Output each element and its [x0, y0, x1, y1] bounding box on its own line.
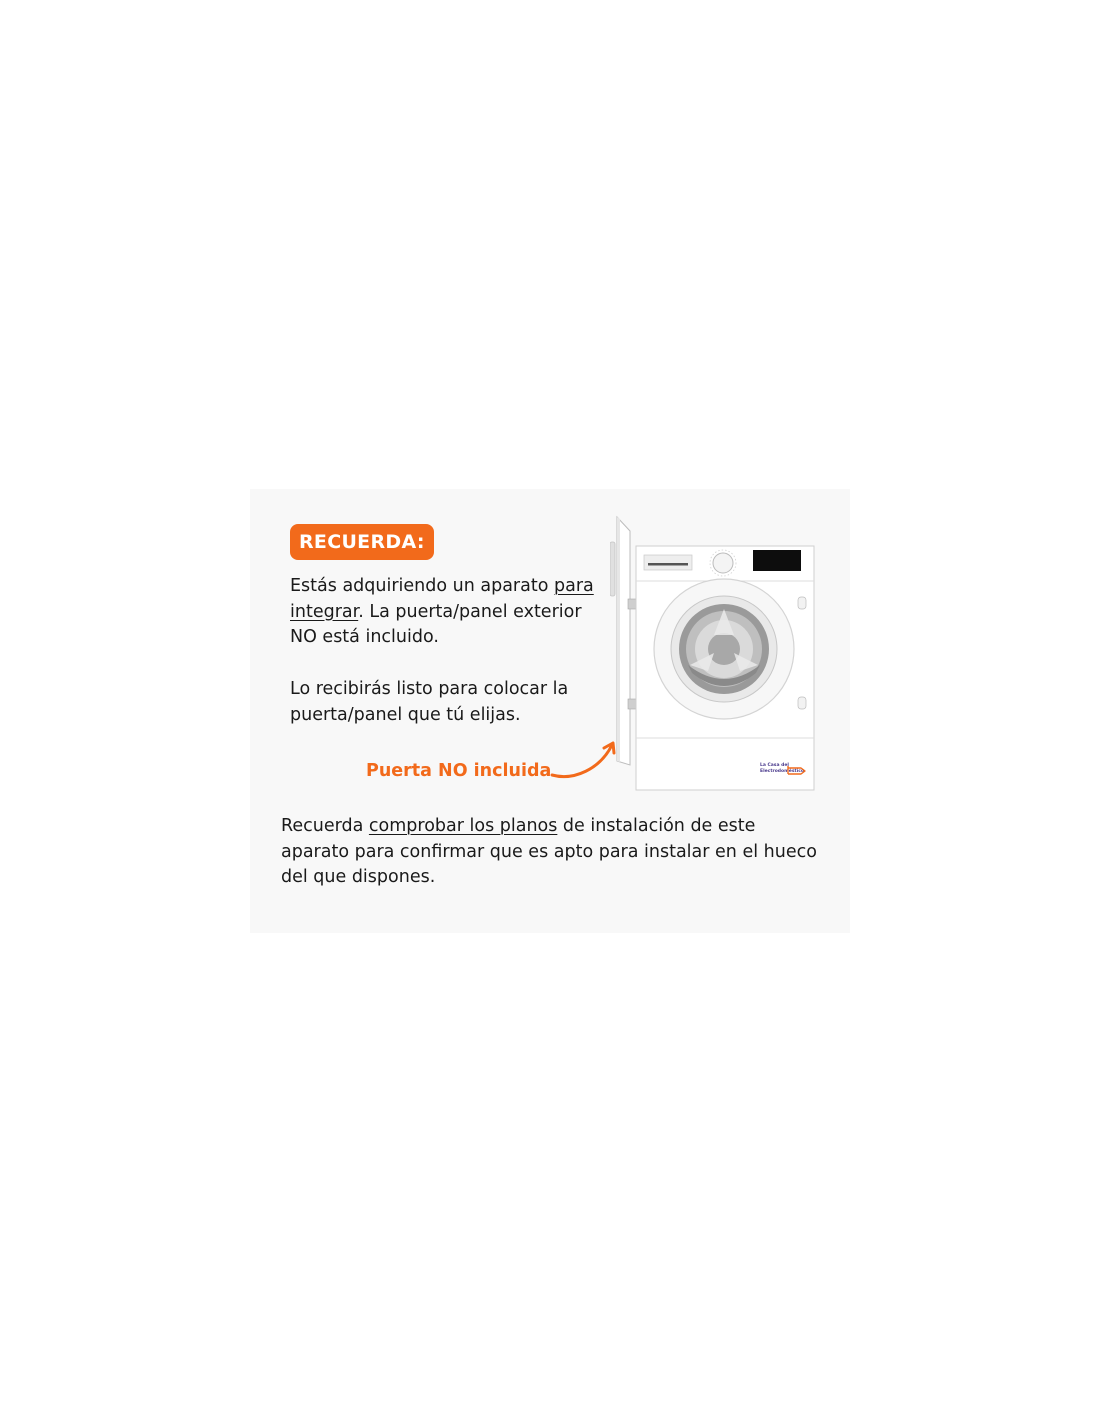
para-integrar-link[interactable]: para integrar [290, 576, 594, 622]
notice-card [250, 489, 850, 933]
ready-notice: Lo recibirás listo para colocar la puerta/panel que tú elijas. [290, 679, 569, 725]
door-not-included-label: Puerta NO incluida [366, 761, 552, 781]
brand-logo-line-1: La Casa del [760, 763, 789, 768]
integration-notice [290, 574, 600, 651]
installation-notice [281, 814, 826, 891]
installation-notice-text-start: Recuerda [281, 816, 369, 836]
comprobar-planos-link[interactable]: comprobar los planos [368, 816, 558, 836]
logo-arrow-icon [786, 765, 806, 775]
installation-notice-text-end: de instalación de este aparato para confirmar que es apto para instalar en el hueco del que dispones. [281, 816, 817, 887]
washing-machine-image [610, 515, 820, 795]
brand-logo-line-2: Electrodoméstico [760, 768, 804, 774]
reminder-badge: RECUERDA: [290, 524, 434, 560]
integration-notice-text-end: . La puerta/panel exterior NO está incluido. [290, 601, 582, 647]
integration-notice-text-start: Estás adquiriendo un aparato [290, 576, 554, 596]
